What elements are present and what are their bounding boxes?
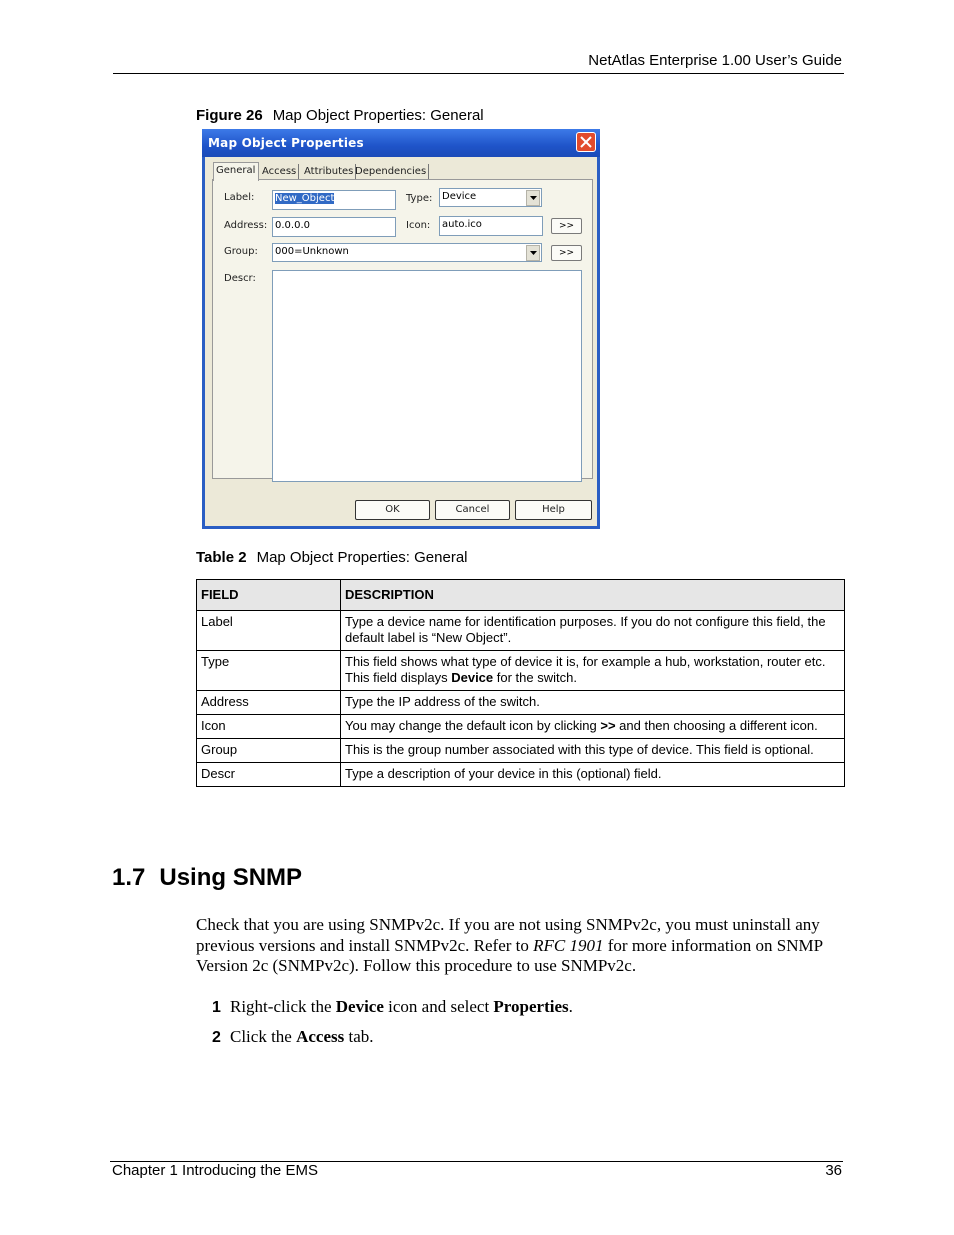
table-header-row <box>197 580 845 611</box>
table-row <box>197 715 845 739</box>
description-cell <box>341 715 845 739</box>
label-input[interactable] <box>272 190 396 210</box>
chevron-down-icon[interactable] <box>526 190 540 206</box>
description-text: and then choosing a different icon. <box>615 718 818 733</box>
table-row <box>197 651 845 691</box>
group-select[interactable] <box>272 243 542 262</box>
descr-textarea[interactable] <box>272 270 582 482</box>
group-select-value: 000=Unknown <box>275 246 349 257</box>
table-caption <box>196 549 468 566</box>
paragraph-text: Check that you are using SNMPv2c. If you are not using SNMPv2c, you must uninstall any previous versions and install SNMPv2c. Refer to <box>196 915 820 955</box>
field-cell: Type <box>197 651 341 691</box>
table-label: Table 2 <box>196 549 247 566</box>
dialog-title: Map Object Properties <box>208 136 364 150</box>
description-bold: Device <box>451 670 494 685</box>
type-select[interactable] <box>439 188 542 207</box>
section-title: Using SNMP <box>159 864 303 891</box>
table-row <box>197 691 845 715</box>
type-select-value: Device <box>442 191 477 202</box>
table-row <box>197 739 845 763</box>
step-text: icon and select <box>383 997 494 1016</box>
descr-field-label: Descr: <box>224 273 256 284</box>
tab-general[interactable]: General <box>213 162 259 181</box>
step-number: 2 <box>212 1029 221 1046</box>
description-cell: Type a description of your device in this (optional) field. <box>341 763 845 787</box>
map-object-properties-dialog <box>202 129 600 529</box>
table-row <box>197 611 845 651</box>
step-text: . <box>568 997 573 1016</box>
step-1 <box>212 997 573 1017</box>
figure-caption-text: Map Object Properties: General <box>272 107 484 124</box>
cancel-button[interactable]: Cancel <box>435 500 510 520</box>
description-text: for the switch. <box>493 670 577 685</box>
paragraph-text: for more information on SNMP Version 2c (SNMPv2c). Follow this procedure to use SNMPv2c. <box>196 935 823 976</box>
address-field-label: Address: <box>224 220 268 231</box>
description-text: This field shows what type of device it is, for example a hub, workstation, router etc. This field displays <box>345 654 826 685</box>
figure-caption <box>196 107 484 124</box>
chevron-down-icon[interactable] <box>526 245 540 261</box>
description-cell <box>341 651 845 691</box>
field-cell: Address <box>197 691 341 715</box>
figure-label: Figure 26 <box>196 107 263 124</box>
running-header: NetAtlas Enterprise 1.00 User’s Guide <box>588 52 842 69</box>
close-icon[interactable] <box>576 132 596 152</box>
table-row <box>197 763 845 787</box>
footer-chapter: Chapter 1 Introducing the EMS <box>112 1162 318 1179</box>
dialog-body <box>205 157 597 526</box>
description-cell: Type the IP address of the switch. <box>341 691 845 715</box>
tab-dependencies[interactable]: Dependencies <box>353 164 429 179</box>
label-field-label: Label: <box>224 192 255 203</box>
description-cell: This is the group number associated with this type of device. This field is optional. <box>341 739 845 763</box>
step-bold: Access <box>296 1027 345 1046</box>
description-bold: >> <box>600 718 616 733</box>
group-field-label: Group: <box>224 246 258 257</box>
step-number: 1 <box>212 999 221 1016</box>
field-cell: Label <box>197 611 341 651</box>
step-bold: Device <box>335 997 384 1016</box>
column-header-field: FIELD <box>197 580 341 611</box>
field-cell: Descr <box>197 763 341 787</box>
icon-field-label: Icon: <box>406 220 431 231</box>
icon-input[interactable]: auto.ico <box>439 216 543 236</box>
type-field-label: Type: <box>406 193 433 204</box>
ok-button[interactable]: OK <box>355 500 430 520</box>
column-header-description: DESCRIPTION <box>341 580 845 611</box>
field-cell: Icon <box>197 715 341 739</box>
general-panel <box>212 179 593 479</box>
field-description-table <box>196 579 845 787</box>
section-paragraph <box>196 915 844 977</box>
step-text: tab. <box>344 1027 374 1046</box>
step-text: Right-click the <box>230 997 336 1016</box>
rfc-reference: RFC 1901 <box>533 935 604 955</box>
section-number: 1.7 <box>112 864 146 891</box>
dialog-title-bar <box>202 129 600 157</box>
step-2 <box>212 1027 374 1047</box>
table-caption-text: Map Object Properties: General <box>256 549 468 566</box>
field-cell: Group <box>197 739 341 763</box>
step-text: Click the <box>230 1027 297 1046</box>
description-cell: Type a device name for identification purposes. If you do not configure this field, the default label is “New Object”. <box>341 611 845 651</box>
tab-access[interactable]: Access <box>260 164 299 179</box>
page-number: 36 <box>825 1162 842 1179</box>
label-input-value: New_Object <box>275 193 335 204</box>
description-text: You may change the default icon by clicking <box>345 718 601 733</box>
tab-attributes[interactable]: Attributes <box>302 164 356 179</box>
header-rule <box>113 73 844 74</box>
group-browse-button[interactable]: >> <box>551 245 582 261</box>
icon-browse-button[interactable]: >> <box>551 218 582 234</box>
address-input[interactable]: 0.0.0.0 <box>272 217 396 237</box>
section-heading <box>112 864 302 892</box>
step-bold: Properties <box>493 997 569 1016</box>
help-button[interactable]: Help <box>515 500 592 520</box>
